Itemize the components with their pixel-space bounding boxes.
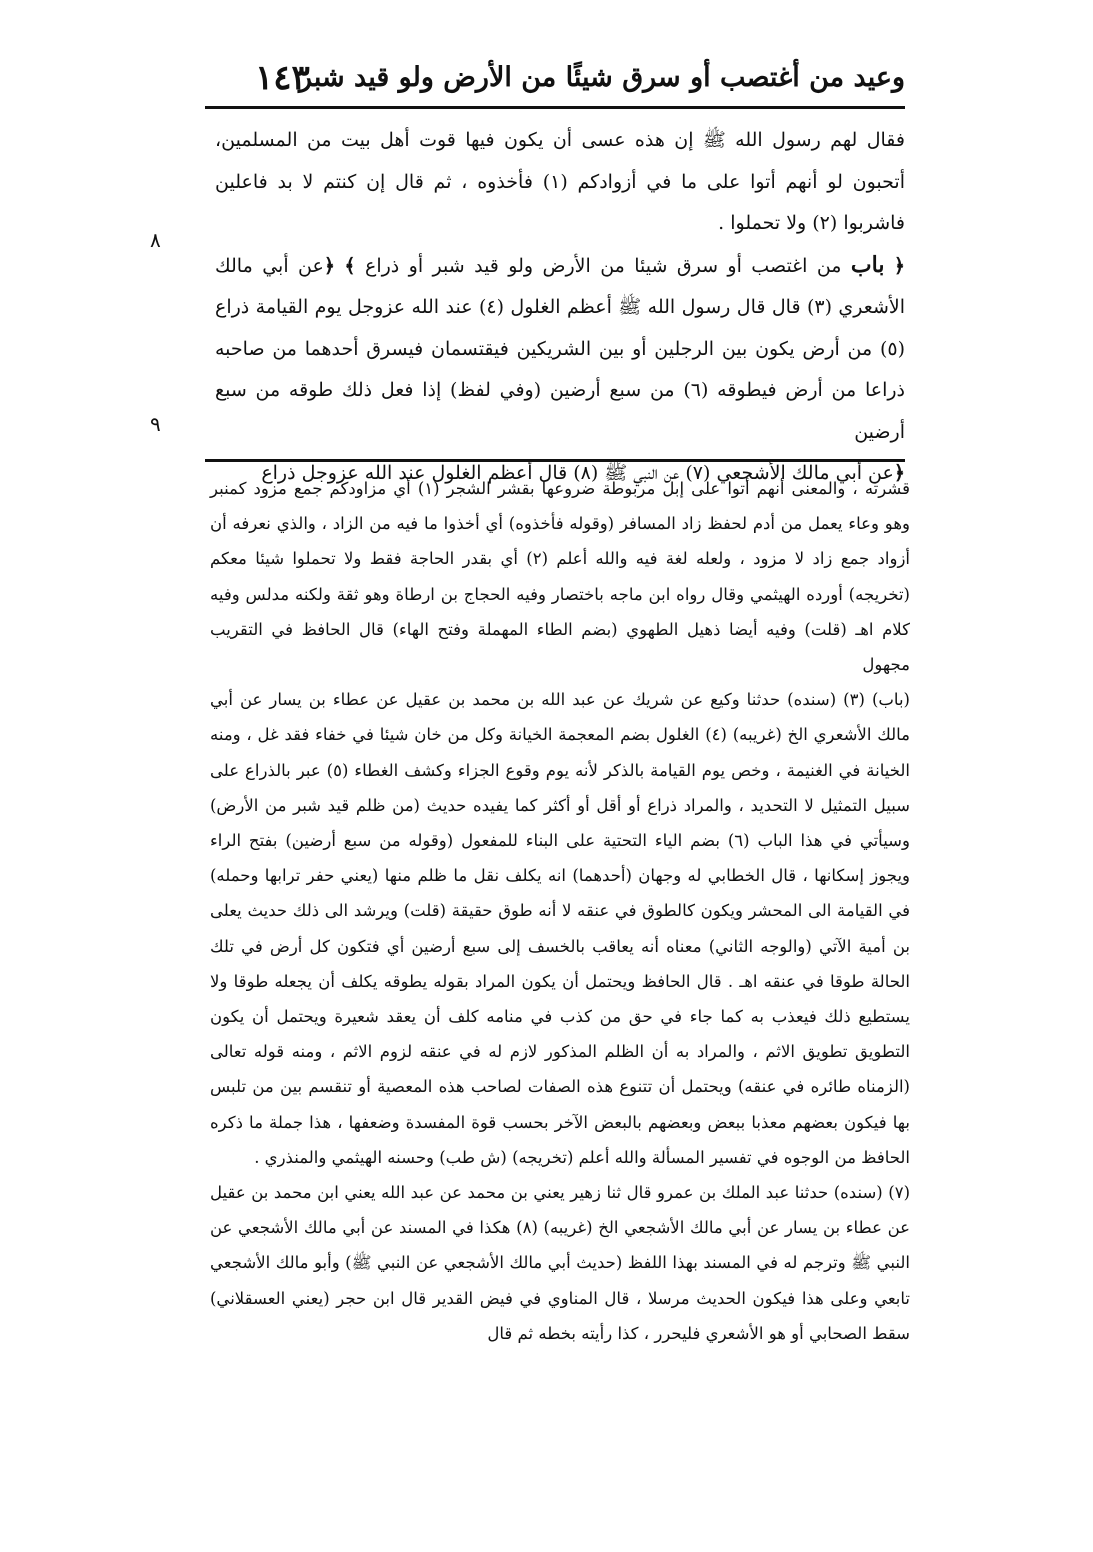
header-rule: [205, 106, 905, 109]
hadith-9-text: عن أبي مالك الأشجعي (٧) عن النبي ﷺ (٨) قال أعظم الغلول عند الله عزوجل ذراع: [261, 462, 894, 484]
open-bracket: ﴿: [893, 254, 906, 277]
bab-heading: [215, 245, 905, 454]
close-bracket: ﴾: [344, 254, 356, 277]
open-bracket: ﴿: [323, 254, 335, 277]
bab-title: من اغتصب أو سرق شيئا من الأرض ولو قيد شبر أو ذراع: [364, 254, 842, 277]
hadith-number-9: ٩: [150, 412, 161, 436]
intro-paragraph: [215, 120, 905, 245]
intro-text: فقال لهم رسول الله ﷺ إن هذه عسى أن يكون فيها قوت أهل بيت من المسلمين، أتحبون لو أنهم أتوا على ما في أزوادكم (١) فأخذوه ، ثم قال إن كنتم لا بد فاعلين فاشربوا (٢) ولا تحملوا .: [215, 129, 905, 234]
main-text: [215, 120, 905, 495]
footnote-block: (٧) (سنده) حدثنا عبد الملك بن عمرو قال ثنا زهير يعني بن محمد عن عبد الله يعني ابن محمد بن عقيل عن عطاء بن يسار عن أبي مالك الأشجعي الخ (غريبه) (٨) هكذا في المسند عن أبي مالك الأشجعي عن النبي ﷺ وترجم له في المسند بهذا اللفظ (حديث أبي مالك الأشجعي عن النبي ﷺ) وأبو مالك الأشجعي تابعي وعلى هذا فيكون الحديث مرسلا ، قال المناوي في فيض القدير قال ابن حجر (يعني العسقلاني) سقط الصحابي أو هو الأشعري فليحرر ، كذا رأيته بخطه ثم قال: [210, 1183, 910, 1343]
footnote-block: قشرته ، والمعنى أنهم أتوا على إبل مربوطة ضروعها بقشر الشجر (١) أي مزاودكم جمع مزود كمنبر وهو وعاء يعمل من أدم لحفظ زاد المسافر (وقوله فأخذوه) أي أخذوا ما فيه من الزاد ، والذي نعرفه أن أزواد جمع زاد لا مزود ، ولعله لغة فيه والله أعلم (٢) أي بقدر الحاجة فقط ولا تحملوا شيئا معكم (تخريجه) أورده الهيثمي وقال رواه ابن ماجه باختصار وفيه الحجاج بن ارطاة وهو ثقة ولكنه مدلس وفيه كلام اهـ (قلت) وفيه أيضا ذهيل الطهوي (بضم الطاء المهملة وفتح الهاء) قال الحافظ في التقريب مجهول: [210, 479, 910, 675]
open-bracket: ﴿: [893, 462, 905, 484]
page-header: [205, 58, 905, 102]
bab-word: باب: [850, 251, 885, 278]
footnotes: [210, 471, 910, 1351]
hadith-8-text: عن أبي مالك الأشعري (٣) قال قال رسول الله ﷺ أعظم الغلول (٤) عند الله عزوجل يوم القيامة ذراع (٥) من أرض يكون بين الرجلين أو بين الشريكين فيقتسمان فيسرق أحدهما من صاحبه ذراعا من أرض فيطوقه (٦) من سبع أرضين (وفي لفظ) إذا فعل ذلك طوقه من سبع أرضين: [215, 254, 905, 443]
footnote-rule: [205, 459, 905, 462]
page-number: ١٤٣: [255, 58, 310, 98]
hadith-number-8: ٨: [150, 228, 161, 252]
running-title: وعيد من أغتصب أو سرق شيئًا من الأرض ولو قيد شبر: [298, 62, 905, 93]
footnote-block: (باب) (٣) (سنده) حدثنا وكيع عن شريك عن عبد الله بن محمد بن عقيل عن عطاء بن يسار عن أبي مالك الأشعري الخ (غريبه) (٤) الغلول بضم المعجمة الخيانة وكل من خان شيئا في خفاء فقد غل ، ومنه الخيانة في الغنيمة ، وخص يوم القيامة بالذكر لأنه يوم وقوع الجزاء وكشف الغطاء (٥) عبر بالذراع على سبيل التمثيل لا التحديد ، والمراد ذراع أو أقل أو أكثر كما يفيده حديث (من ظلم قيد شبر من الأرض) وسيأتي في هذا الباب (٦) بضم الياء التحتية على البناء للمفعول (وقوله من سبع أرضين) بفتح الراء ويجوز إسكانها ، قال الخطابي له وجهان (أحدهما) انه يكلف نقل ما ظلم منها (يعني حفر ترابها وحمله) في القيامة الى المحشر ويكون كالطوق في عنقه لا أنه طوق حقيقة (قلت) ويرشد الى ذلك حديث يعلى بن أمية الآتي (والوجه الثاني) معناه أنه يعاقب بالخسف إلى سبع أرضين أي فتكون كل أرض في تلك الحالة طوقا في عنقه اهـ . قال الحافظ ويحتمل أن يكون المراد بقوله يطوقه يكلف أن يجعله طوقا ولا يستطيع ذلك فيعذب به كما جاء في حق من كذب في منامه كلف أن يعقد شعيرة ويحتمل أن يكون التطويق تطويق الاثم ، والمراد به أن الظلم المذكور لازم له في عنقه لزوم الاثم ، ومنه قوله تعالى (الزمناه طائره في عنقه) ويحتمل أن تتنوع هذه الصفات لصاحب هذه المعصية أو تنقسم بين من تلبس بها فيكون بعضهم معذبا ببعض وبعضهم بالبعض الآخر بحسب قوة المفسدة وضعفها ، هذا جملة ما ذكره الحافظ من الوجوه في تفسير المسألة والله أعلم (تخريجه) (ش طب) وحسنه الهيثمي والمنذري .: [210, 690, 910, 1167]
